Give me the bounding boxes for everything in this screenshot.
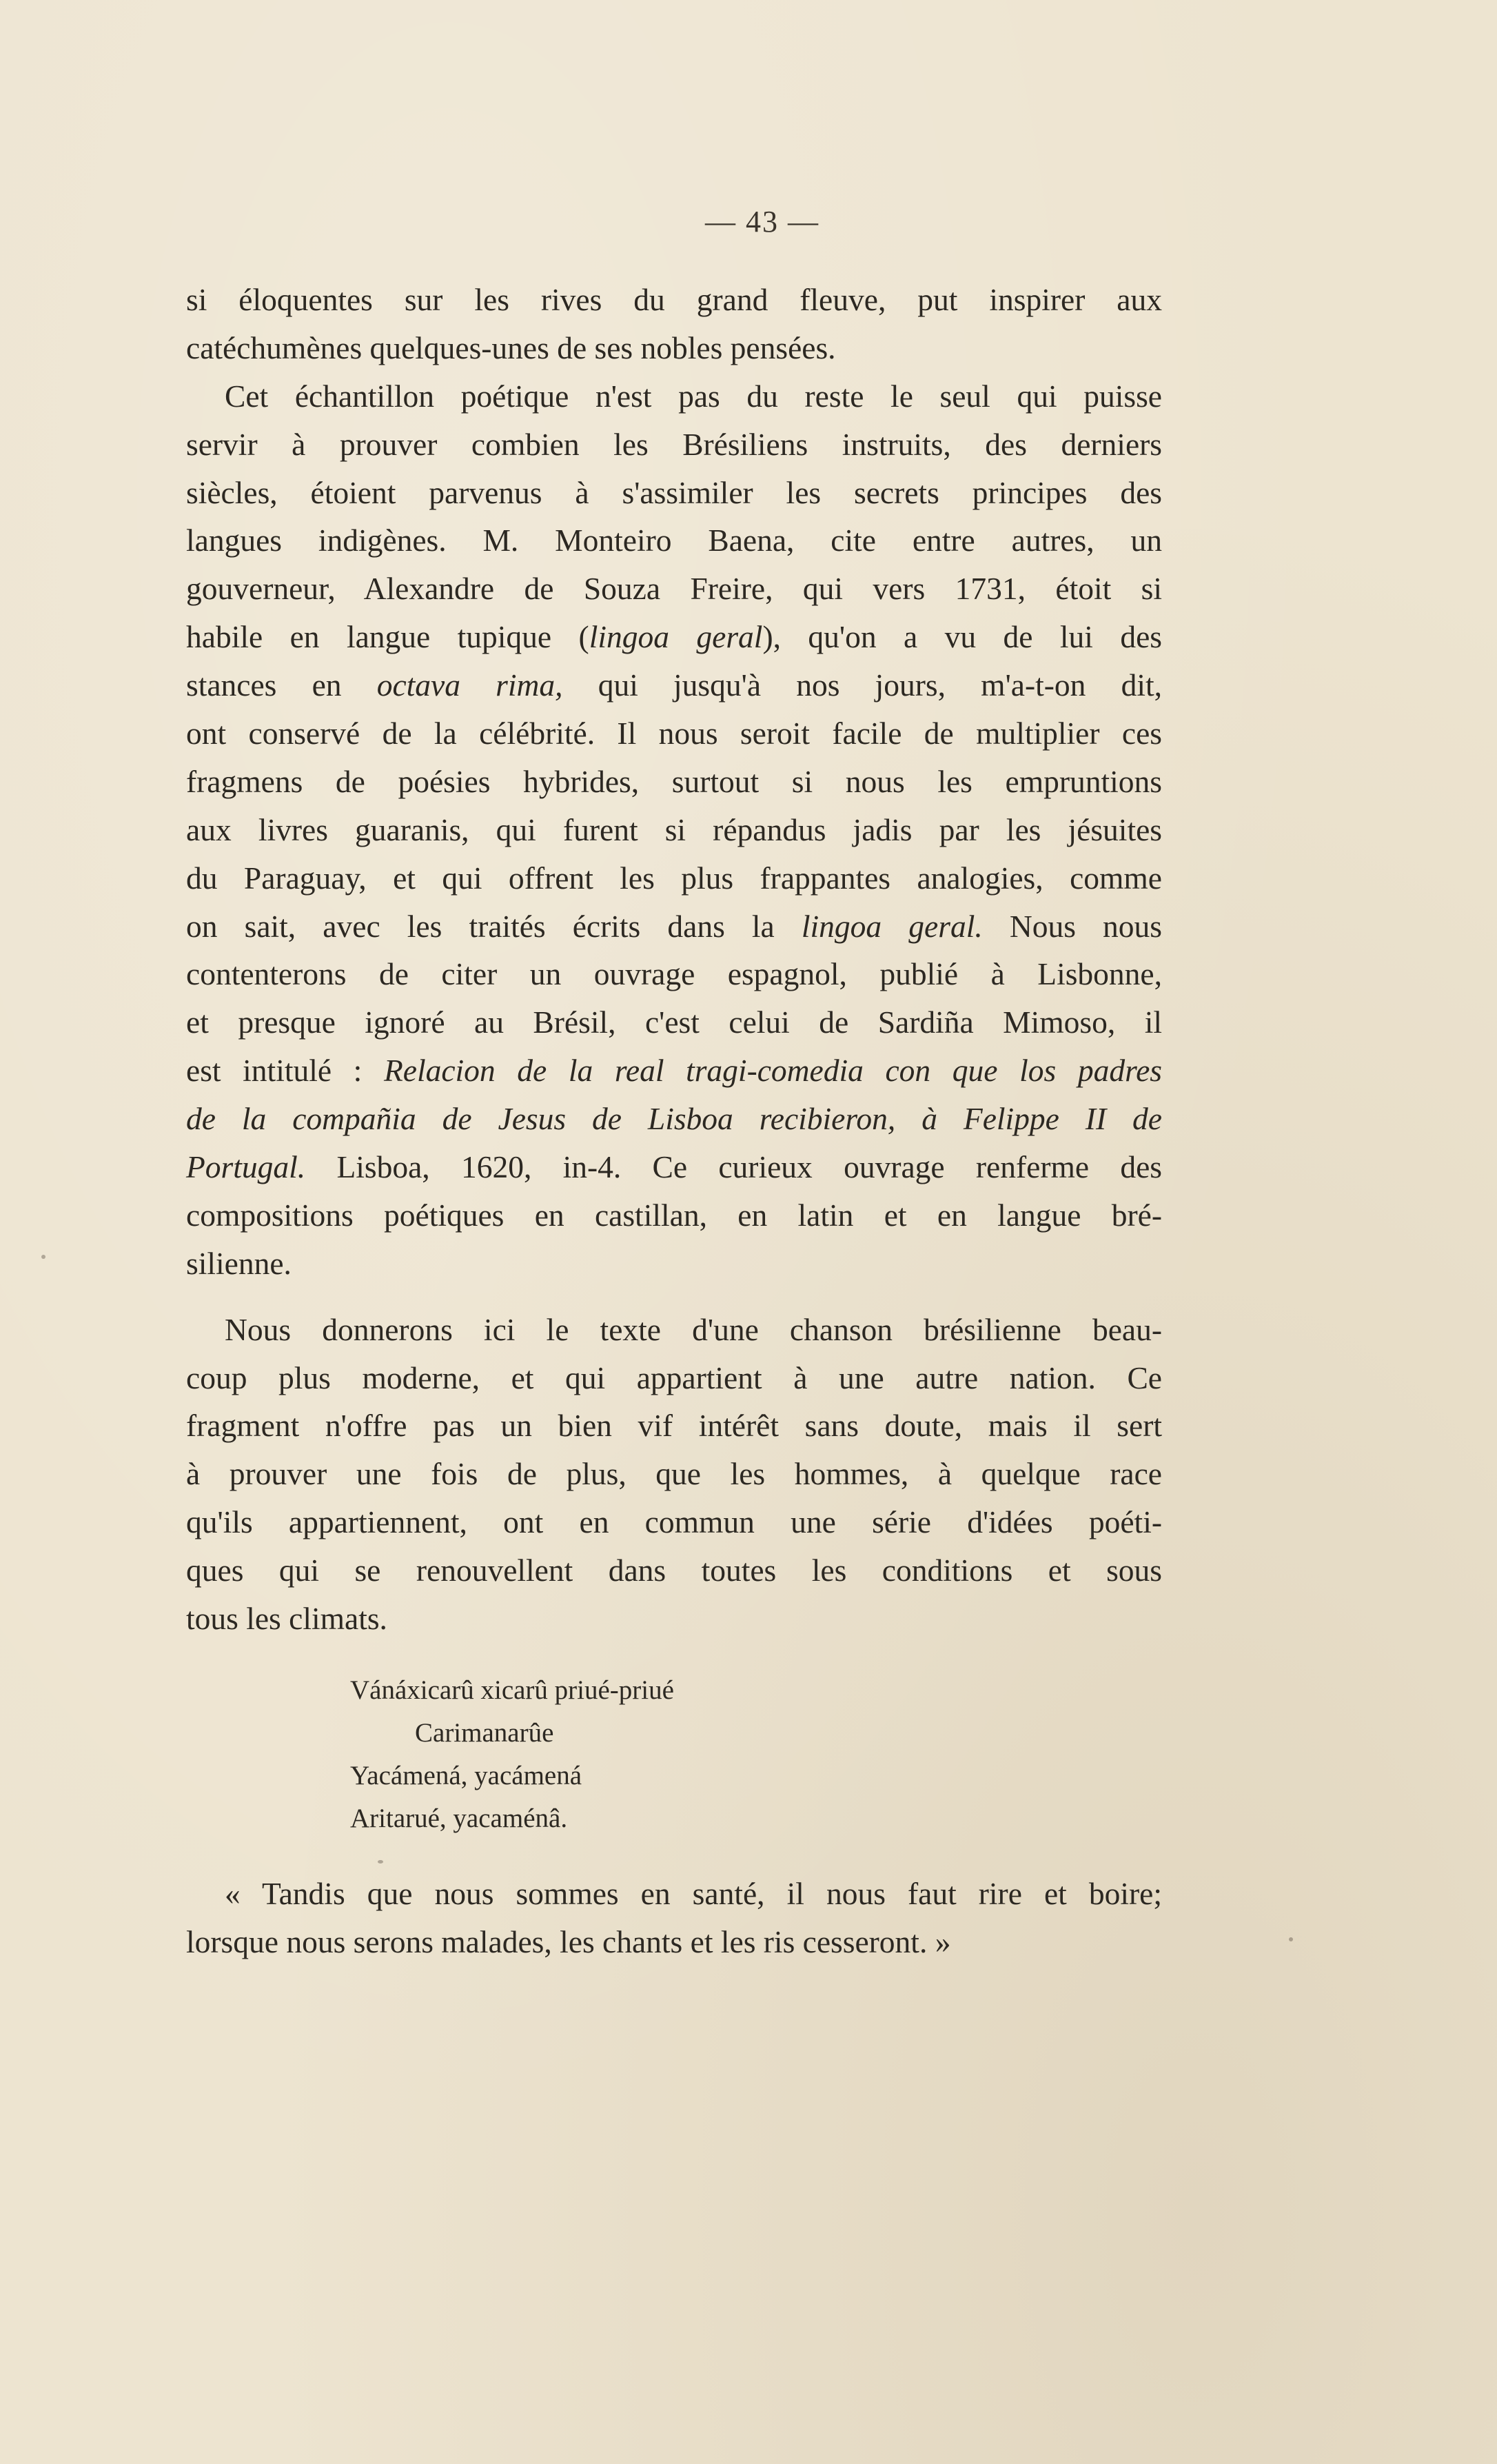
- verse-line: Aritarué, yacaménâ.: [350, 1804, 568, 1833]
- text-span: et presque ignoré au Brésil, c'est celui de Sardiña Mimoso, il: [186, 1004, 1162, 1040]
- text-span: tous les climats.: [186, 1601, 387, 1637]
- text-line: [186, 1498, 1162, 1546]
- text-line: [186, 324, 1162, 372]
- italic-text: de la compañia de Jesus de Lisboa recibieron, à Felippe II de: [186, 1101, 1162, 1137]
- text-line: [186, 1095, 1162, 1143]
- verse-line: Vánáxicarû xicarû priué-priué: [350, 1675, 674, 1705]
- text-line: [186, 565, 1162, 613]
- text-line: [186, 1191, 1162, 1240]
- text-span: est intitulé :: [186, 1053, 384, 1089]
- italic-text: lingoa geral: [589, 619, 763, 655]
- text-span: gouverneur, Alexandre de Souza Freire, qui vers 1731, étoit si: [186, 571, 1162, 607]
- text-span: ), qu'on a vu de lui des: [762, 619, 1162, 655]
- italic-text: Relacion de la real tragi-comedia con que los padres: [383, 1053, 1162, 1089]
- text-line: [186, 661, 1162, 709]
- text-line: [186, 469, 1162, 517]
- paper-speck: [1289, 1937, 1293, 1941]
- text-line: [186, 1595, 1162, 1643]
- text-span: coup plus moderne, et qui appartient à une autre nation. Ce: [186, 1360, 1162, 1395]
- text-line: [186, 372, 1162, 421]
- text-span: habile en langue tupique (: [186, 619, 589, 655]
- text-span: fragmens de poésies hybrides, surtout si nous les empruntions: [186, 763, 1162, 799]
- text-span: Cet échantillon poétique n'est pas du reste le seul qui puisse: [225, 378, 1162, 414]
- text-span: qu'ils appartiennent, ont en commun une série d'idées poéti-: [186, 1504, 1162, 1540]
- text-line: [186, 613, 1162, 661]
- text-line: [186, 276, 1162, 324]
- text-span: stances en: [186, 667, 377, 703]
- verse-line: Yacámená, yacámená: [350, 1761, 582, 1790]
- text-line: [186, 758, 1162, 806]
- text-span: on sait, avec les traités écrits dans la: [186, 908, 802, 944]
- text-line: [186, 806, 1162, 854]
- text-line: [186, 1240, 1162, 1288]
- text-span: langues indigènes. M. Monteiro Baena, cite entre autres, un: [186, 523, 1162, 558]
- text-span: à prouver une fois de plus, que les hommes, à quelque race: [186, 1456, 1162, 1492]
- translation-line: « Tandis que nous sommes en santé, il nous faut rire et boire;: [225, 1876, 1162, 1911]
- text-line: [186, 1402, 1162, 1450]
- text-span: fragment n'offre pas un bien vif intérêt sans doute, mais il sert: [186, 1408, 1162, 1444]
- italic-text: Portugal.: [186, 1149, 306, 1185]
- paper-speck: [41, 1255, 45, 1259]
- text-line: [186, 421, 1162, 469]
- translation-line: lorsque nous serons malades, les chants et les ris cesseront. »: [186, 1923, 951, 1959]
- text-span: du Paraguay, et qui offrent les plus frappantes analogies, comme: [186, 860, 1162, 896]
- text-line: [186, 1306, 1162, 1354]
- text-span: siècles, étoient parvenus à s'assimiler les secrets principes des: [186, 474, 1162, 510]
- paragraph-gap: [186, 1288, 1162, 1306]
- italic-text: octava rima,: [376, 667, 563, 703]
- text-line: [186, 902, 1162, 951]
- text-span: compositions poétiques en castillan, en latin et en langue bré-: [186, 1197, 1162, 1233]
- text-line: [186, 516, 1162, 565]
- text-span: Nous nous: [982, 908, 1162, 944]
- paper-speck: [378, 1860, 383, 1864]
- text-line: [186, 709, 1162, 758]
- verse-line: Carimanarûe: [415, 1718, 554, 1748]
- text-span: Nous donnerons ici le texte d'une chanson brésilienne beau-: [225, 1311, 1162, 1347]
- text-line: [186, 1047, 1162, 1095]
- page-number: — 43 —: [705, 205, 819, 239]
- italic-text: lingoa geral.: [801, 908, 983, 944]
- text-line: [186, 998, 1162, 1047]
- text-line: [186, 854, 1162, 902]
- text-span: Lisboa, 1620, in-4. Ce curieux ouvrage renferme des: [305, 1149, 1162, 1185]
- verse-block: [350, 1669, 674, 1840]
- text-span: ont conservé de la célébrité. Il nous seroit facile de multiplier ces: [186, 716, 1162, 751]
- text-span: si éloquentes sur les rives du grand fleuve, put inspirer aux: [186, 282, 1162, 317]
- text-line: [186, 1354, 1162, 1402]
- text-span: ques qui se renouvellent dans toutes les conditions et sous: [186, 1553, 1162, 1588]
- translation-block: [186, 1870, 1162, 1966]
- body-text: [186, 276, 1162, 1643]
- text-line: [186, 950, 1162, 998]
- text-line: [186, 1450, 1162, 1498]
- text-span: silienne.: [186, 1245, 292, 1281]
- text-span: servir à prouver combien les Brésiliens instruits, des derniers: [186, 426, 1162, 462]
- text-line: [186, 1143, 1162, 1191]
- text-span: aux livres guaranis, qui furent si répandus jadis par les jésuites: [186, 811, 1162, 847]
- text-span: contenterons de citer un ouvrage espagnol, publié à Lisbonne,: [186, 956, 1162, 992]
- text-span: qui jusqu'à nos jours, m'a-t-on dit,: [562, 667, 1162, 703]
- text-line: [186, 1546, 1162, 1595]
- text-span: catéchumènes quelques-unes de ses nobles pensées.: [186, 330, 836, 365]
